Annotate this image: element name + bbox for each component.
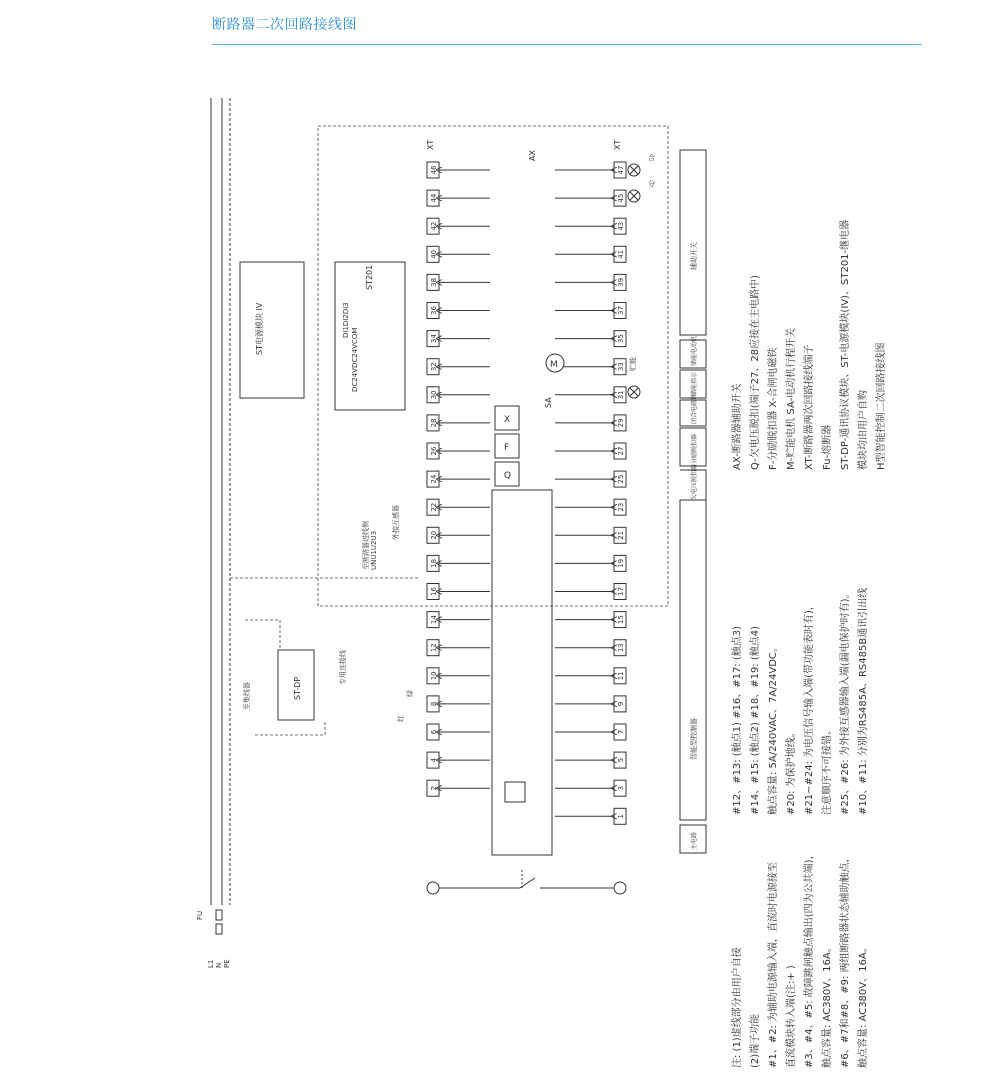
legend-column bbox=[730, 220, 887, 470]
energy-lamp-label: 贮能 bbox=[629, 357, 637, 371]
terminal-number: 44 bbox=[430, 193, 438, 203]
voltage-signal-label: UNU1U2U3 bbox=[370, 530, 378, 570]
q-coil-label: Q bbox=[504, 471, 512, 481]
lamp-open-label: 分 bbox=[648, 180, 655, 188]
terminal-number: 24 bbox=[430, 474, 438, 484]
terminal-number: 23 bbox=[617, 502, 625, 512]
x-coil-label: X bbox=[504, 415, 511, 425]
terminal-number: 34 bbox=[430, 334, 438, 344]
note-line: (2)端子功能 bbox=[750, 1013, 761, 1068]
terminal-number: 38 bbox=[430, 277, 438, 287]
terminal-number: 10 bbox=[430, 671, 438, 681]
terminal-number: 47 bbox=[617, 165, 625, 175]
sa-label: SA bbox=[544, 397, 553, 408]
terminal-number: 28 bbox=[430, 418, 438, 428]
section-energy-ind: 储能指示 bbox=[691, 371, 698, 396]
note-line: 触点容量: AC380V、16A。 bbox=[858, 942, 869, 1068]
terminal-number: 35 bbox=[617, 334, 625, 344]
notes-column-left bbox=[730, 849, 869, 1068]
terminal-number: 43 bbox=[617, 221, 625, 231]
main-breaker-symbol bbox=[427, 870, 626, 894]
section-energy-motor: 储能电动机 bbox=[691, 335, 698, 366]
note-line: 直流模块转入端(注:+ ) bbox=[786, 965, 797, 1068]
f-coil-label: F bbox=[504, 443, 510, 453]
note-line: Q-欠电压脱扣(端子27、28应接在主电路中) bbox=[750, 274, 761, 470]
section-smart-ctrl: 智能型控制器 bbox=[690, 718, 698, 760]
note-line: ST-DP-通讯协议模块、ST-电源模块(IV)、ST201-继电器 bbox=[840, 219, 851, 470]
xt-label-bottom: XT bbox=[613, 139, 622, 150]
special-cable-label: 专用连接线 bbox=[339, 650, 347, 685]
st201-di-label: DI1DI2DI3 bbox=[342, 302, 350, 338]
st201-dc-label: DC24VDC24VCOM bbox=[351, 327, 359, 392]
note-line: 注: (1)虚线部分由用户自接 bbox=[732, 947, 743, 1068]
terminal-number: 8 bbox=[430, 701, 438, 707]
terminal-number: 16 bbox=[430, 587, 438, 596]
smart-controller-box bbox=[492, 490, 552, 855]
st-power-module bbox=[240, 262, 304, 398]
terminal-number: 42 bbox=[430, 221, 438, 231]
terminal-number: 21 bbox=[617, 530, 625, 540]
st-dp-label: ST-DP bbox=[293, 676, 302, 700]
note-line: #25、#26: 为外接互感器输入端(漏电保护时有)。 bbox=[840, 588, 851, 815]
user-wiring-dashed bbox=[230, 126, 668, 735]
terminal-number: 14 bbox=[430, 615, 438, 625]
line-l1-label: L1 bbox=[207, 959, 215, 968]
terminal-strip-top bbox=[427, 162, 439, 796]
terminal-number: 4 bbox=[430, 757, 438, 763]
ax-label: AX bbox=[528, 150, 537, 161]
terminal-number: 22 bbox=[430, 502, 438, 512]
note-line: 触点容量: 5A/240VAC、7A/24VDC。 bbox=[768, 642, 779, 815]
lamp-close-label: 合 bbox=[648, 154, 655, 162]
main-power-lines bbox=[211, 98, 230, 905]
section-undervolt: 欠电压脱扣器 bbox=[691, 463, 698, 500]
motor-label: M bbox=[550, 360, 558, 370]
note-line: 模块均由用户自购 bbox=[858, 390, 869, 470]
wire-green-label: 绿 bbox=[406, 690, 414, 697]
terminal-strip-bottom bbox=[614, 162, 626, 824]
terminal-number: 46 bbox=[430, 165, 438, 175]
wire-red-label: 红 bbox=[397, 715, 405, 722]
terminal-number: 1 bbox=[617, 814, 625, 819]
conductor-lines bbox=[439, 170, 614, 816]
terminal-number: 27 bbox=[617, 446, 625, 456]
note-line: #20: 为保护地线。 bbox=[786, 727, 797, 815]
note-line: 触点容量: AC380V、16A。 bbox=[822, 942, 833, 1068]
fuse-symbols bbox=[216, 910, 222, 934]
terminal-number: 17 bbox=[617, 587, 625, 596]
section-shunt: 分励脱扣器 bbox=[691, 433, 698, 464]
terminal-number: 31 bbox=[617, 390, 625, 400]
terminal-number: 36 bbox=[430, 306, 438, 315]
terminal-number: 13 bbox=[617, 643, 625, 653]
ct-label: 外接互感器 bbox=[392, 505, 400, 540]
note-line: F-分励脱扣器 X-合闸电磁铁 bbox=[768, 347, 779, 470]
terminal-number: 45 bbox=[617, 193, 625, 203]
terminal-number: 7 bbox=[617, 729, 625, 735]
note-line: AX-断路器辅助开关 bbox=[732, 383, 743, 470]
note-line: XT-断路器两次回路接线端子 bbox=[804, 344, 815, 470]
terminal-number: 20 bbox=[430, 530, 438, 540]
terminal-number: 40 bbox=[430, 249, 438, 259]
note-line: M-贮能电机 SA-电动机行程开关 bbox=[786, 327, 797, 470]
note-line: 注意顺序不可接错。 bbox=[822, 725, 833, 815]
notes-column-mid bbox=[730, 588, 869, 815]
note-line: #21~#24: 为电压信号输入端(带功能表时有)， bbox=[804, 600, 815, 815]
page-title: 断路器二次回路接线图 bbox=[212, 17, 357, 33]
terminal-number: 19 bbox=[617, 558, 625, 568]
terminal-number: 12 bbox=[430, 643, 438, 653]
section-aux-switch: 辅助开关 bbox=[690, 242, 698, 270]
note-line: #3、#4、#5: 故障跳闸触点输出(四为公共端)， bbox=[804, 849, 815, 1068]
st201-title: ST201 bbox=[365, 264, 374, 290]
terminal-number: 39 bbox=[617, 277, 625, 287]
note-line: Fu-熔断器 bbox=[822, 424, 833, 470]
note-line: #10、#11: 分别为RS485A、RS485B通讯引出线 bbox=[858, 587, 869, 815]
terminal-number: 26 bbox=[430, 446, 438, 456]
terminal-number: 15 bbox=[617, 615, 625, 625]
collector-label: 至集线器 bbox=[243, 682, 251, 710]
section-close-mag: 闭合电磁铁 bbox=[691, 393, 698, 424]
terminal-number: 3 bbox=[617, 785, 625, 791]
terminal-number: 6 bbox=[430, 729, 438, 735]
terminal-number: 32 bbox=[430, 362, 438, 372]
st-power-title: ST电源模块 IV bbox=[255, 302, 264, 355]
note-line: #6、#7和#8、#9: 两组断路器状态辅助触点， bbox=[840, 852, 851, 1068]
terminal-number: 29 bbox=[617, 418, 625, 428]
line-n-label: N bbox=[215, 962, 223, 968]
note-line: #14、#15: (触点2) #18、#19: (触点4) bbox=[750, 625, 761, 815]
terminal-number: 33 bbox=[617, 362, 625, 372]
voltage-inlet-label: 至断路器进线侧 bbox=[362, 521, 370, 570]
note-line: #1、#2: 为辅助电源输入端，直流时电源接至 bbox=[768, 861, 779, 1068]
terminal-number: 2 bbox=[430, 785, 438, 791]
terminal-number: 25 bbox=[617, 474, 625, 484]
terminal-number: 30 bbox=[430, 390, 438, 400]
controller-element bbox=[505, 782, 525, 802]
note-line: #12、#13: (触点1) #16、#17: (触点3) bbox=[732, 625, 743, 815]
terminal-number: 37 bbox=[617, 306, 625, 315]
terminal-number: 11 bbox=[617, 671, 625, 681]
terminal-number: 9 bbox=[617, 701, 625, 707]
terminal-number: 5 bbox=[617, 757, 625, 763]
terminal-number: 41 bbox=[617, 249, 625, 259]
note-line: H型智能控制二次回路接线图 bbox=[876, 342, 887, 470]
section-main-circuit: 主电路 bbox=[691, 831, 698, 850]
line-pe-label: PE bbox=[223, 959, 231, 968]
terminal-number: 18 bbox=[430, 558, 438, 568]
fu-label: FU bbox=[196, 910, 204, 920]
xt-label-top: XT bbox=[426, 139, 435, 150]
